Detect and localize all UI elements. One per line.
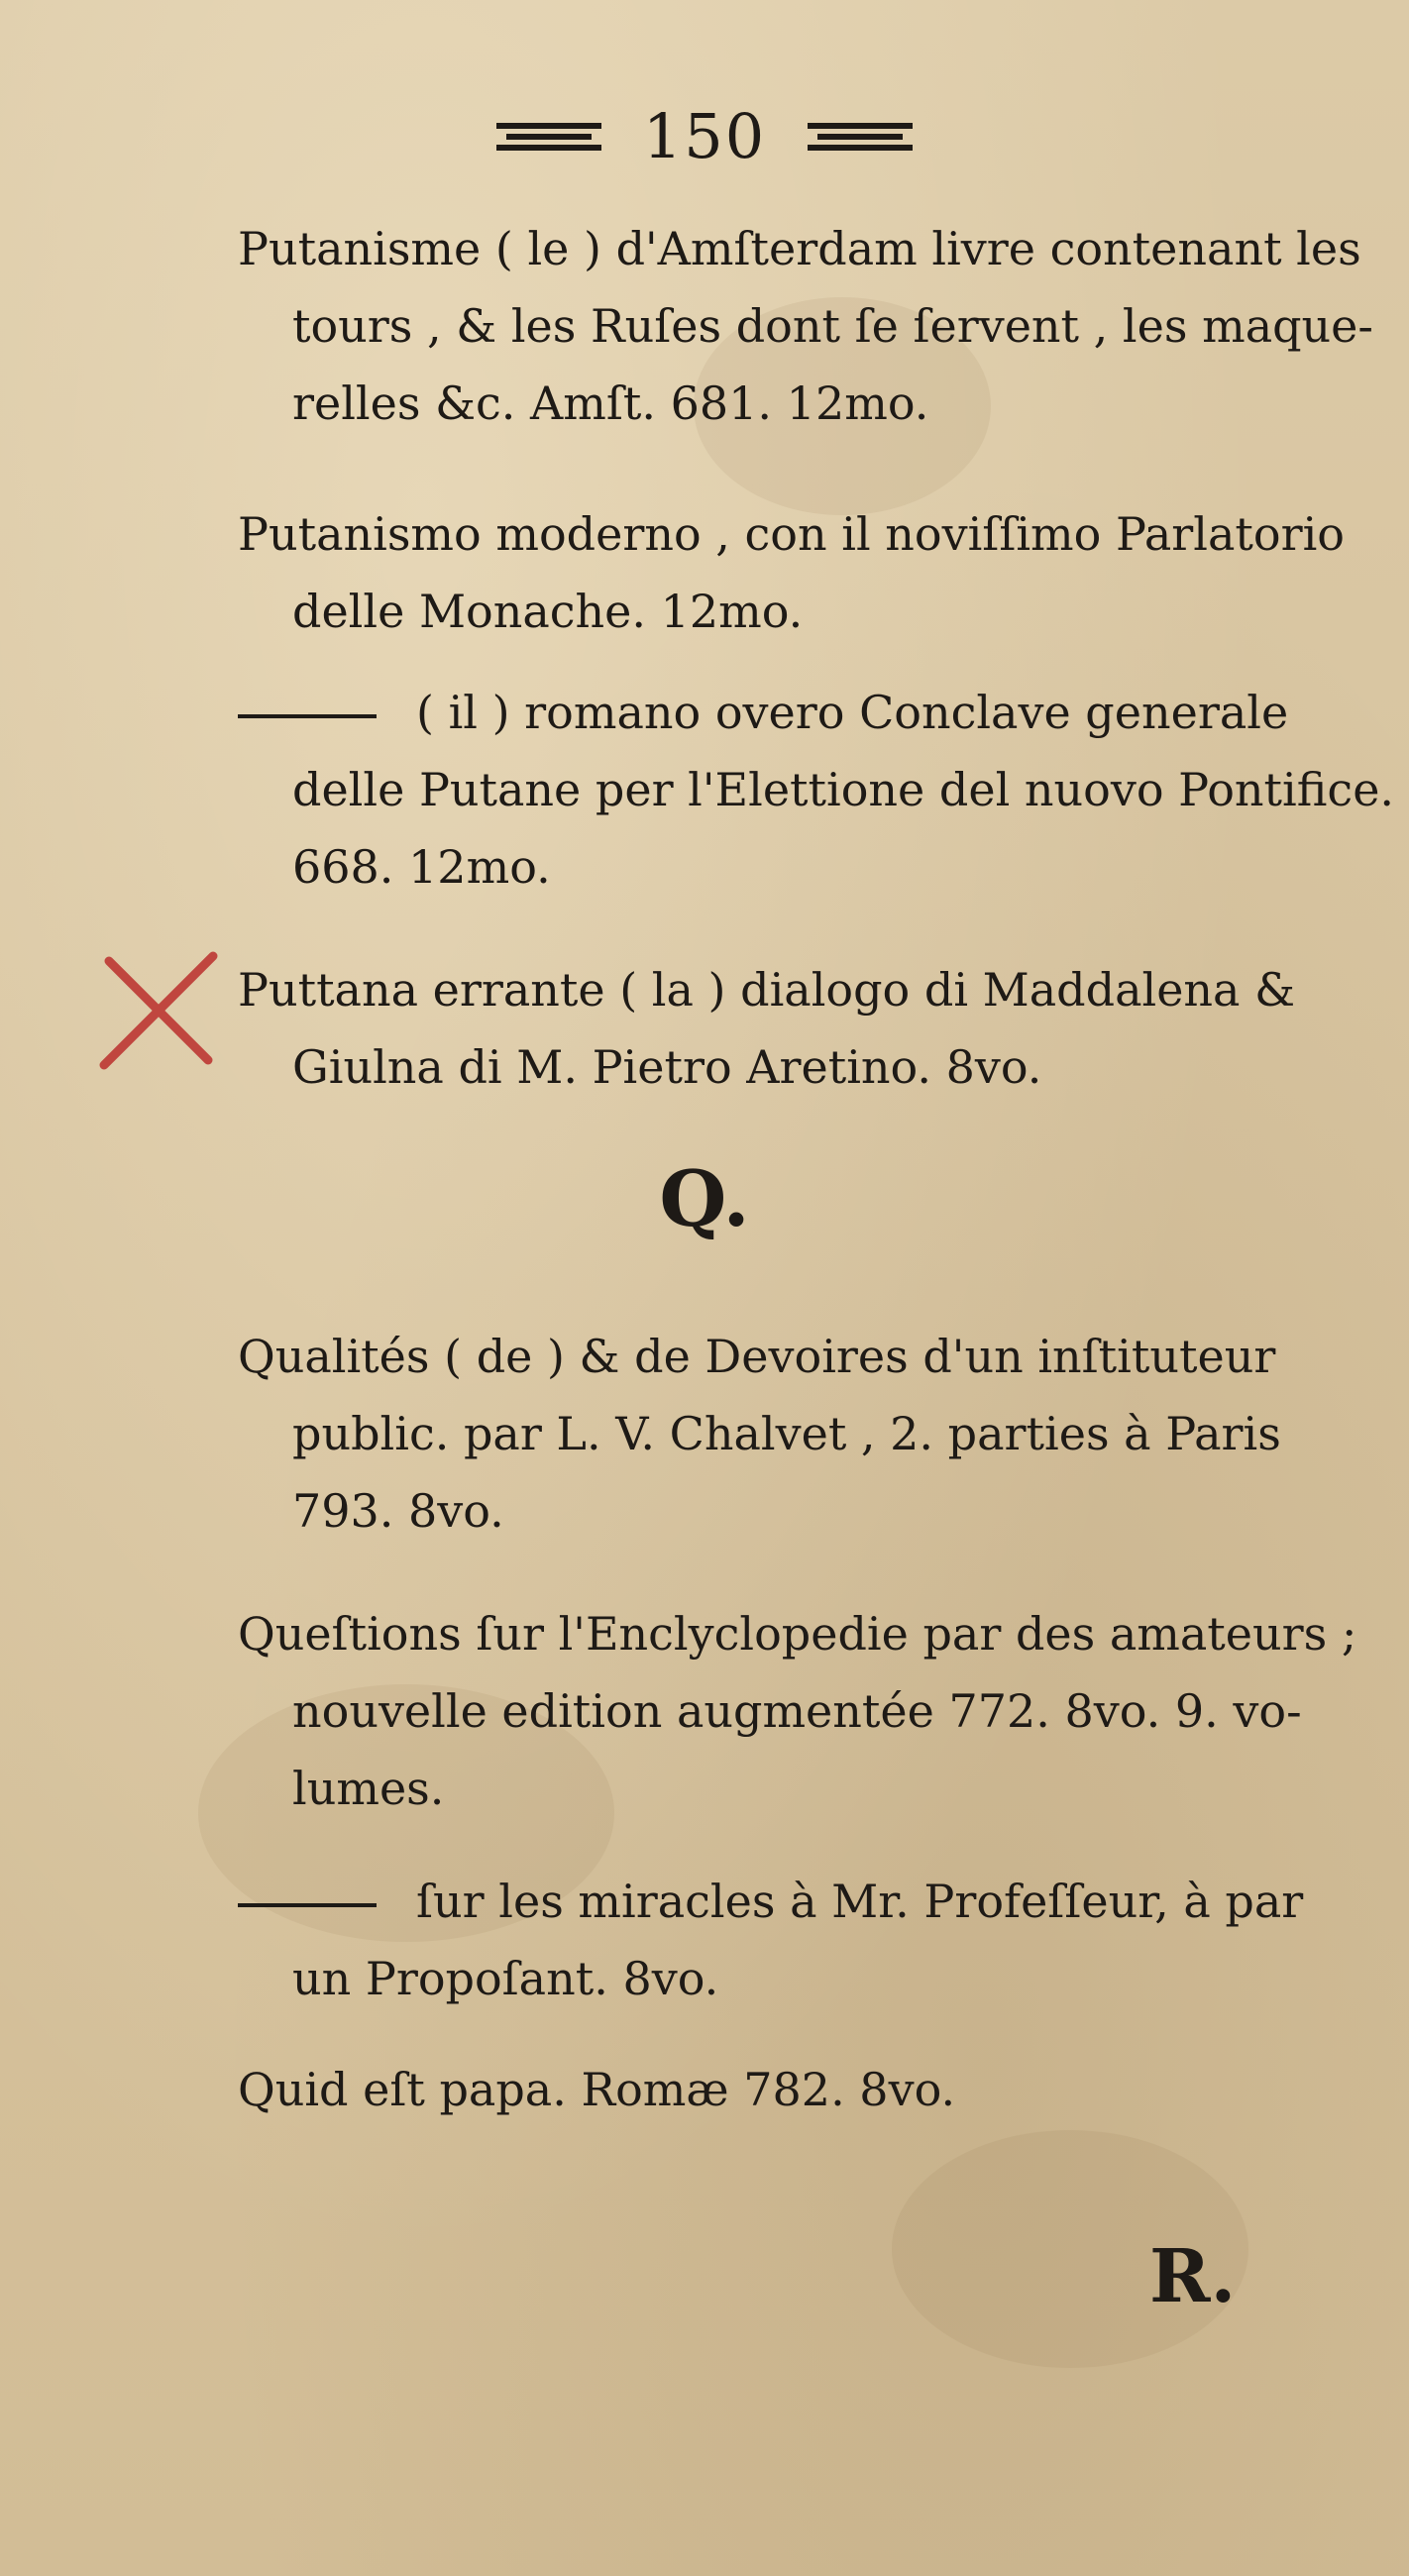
entry-line: Putanisme ( le ) d'Amſterdam livre contenant les: [238, 222, 1361, 275]
page-header: [0, 95, 1409, 172]
entry-line: relles &c. Amſt. 681. 12mo.: [292, 376, 929, 430]
entry-line: Giulna di M. Pietro Aretino. 8vo.: [292, 1040, 1042, 1094]
right-ornament-icon: [806, 117, 915, 157]
catalog-entry: [238, 210, 1377, 442]
entry-line: delle Putane per l'Elettione del nuovo Pontifice.: [292, 763, 1395, 816]
entry-line: 793. 8vo.: [292, 1484, 504, 1538]
entry-line: delle Monache. 12mo.: [292, 585, 804, 638]
catalog-entry: [238, 674, 1395, 906]
entry-line: lumes.: [292, 1762, 445, 1815]
catalog-entry: [238, 1863, 1377, 2017]
section-heading-q: Q.: [659, 1154, 750, 1244]
entry-line: Puttana errante ( la ) dialogo di Maddalena &: [238, 963, 1296, 1017]
ditto-dash: [238, 714, 377, 718]
entry-line: tours , & les Ruſes dont ſe ſervent , les maque-: [292, 299, 1373, 353]
entry-line: public. par L. V. Chalvet , 2. parties à Paris: [292, 1407, 1281, 1460]
entry-line: Queſtions ſur l'Enclyclopedie par des amateurs ;: [238, 1607, 1357, 1661]
entry-line-text: ſur les miracles à Mr. Profeſſeur, à par: [416, 1875, 1304, 1928]
entry-line: un Propoſant. 8vo.: [292, 1952, 719, 2005]
catchword: R.: [1149, 2234, 1237, 2319]
catalog-entry: [238, 951, 1377, 1106]
ditto-dash: [238, 1903, 377, 1907]
entry-line-text: ( il ) romano overo Conclave generale: [416, 686, 1289, 739]
entry-line: Qualités ( de ) & de Devoires d'un inſtituteur: [238, 1330, 1276, 1383]
catalog-entry: [238, 1318, 1377, 1550]
entry-line: 668. 12mo.: [292, 840, 551, 894]
catalog-entry: [238, 2051, 1377, 2128]
catalog-entry: [238, 495, 1377, 650]
red-x-mark-icon: [89, 941, 228, 1080]
page-number: 150: [642, 100, 767, 173]
left-ornament-icon: [494, 117, 603, 157]
entry-line: Putanismo moderno , con il noviſſimo Parlatorio: [238, 507, 1346, 561]
entry-line: nouvelle edition augmentée 772. 8vo. 9. vo-: [292, 1684, 1302, 1738]
entry-line: Quid eſt papa. Romæ 782. 8vo.: [238, 2063, 956, 2116]
catalog-entry: [238, 1595, 1377, 1827]
entry-line: [238, 674, 1377, 751]
entry-line: [238, 1863, 1377, 1940]
